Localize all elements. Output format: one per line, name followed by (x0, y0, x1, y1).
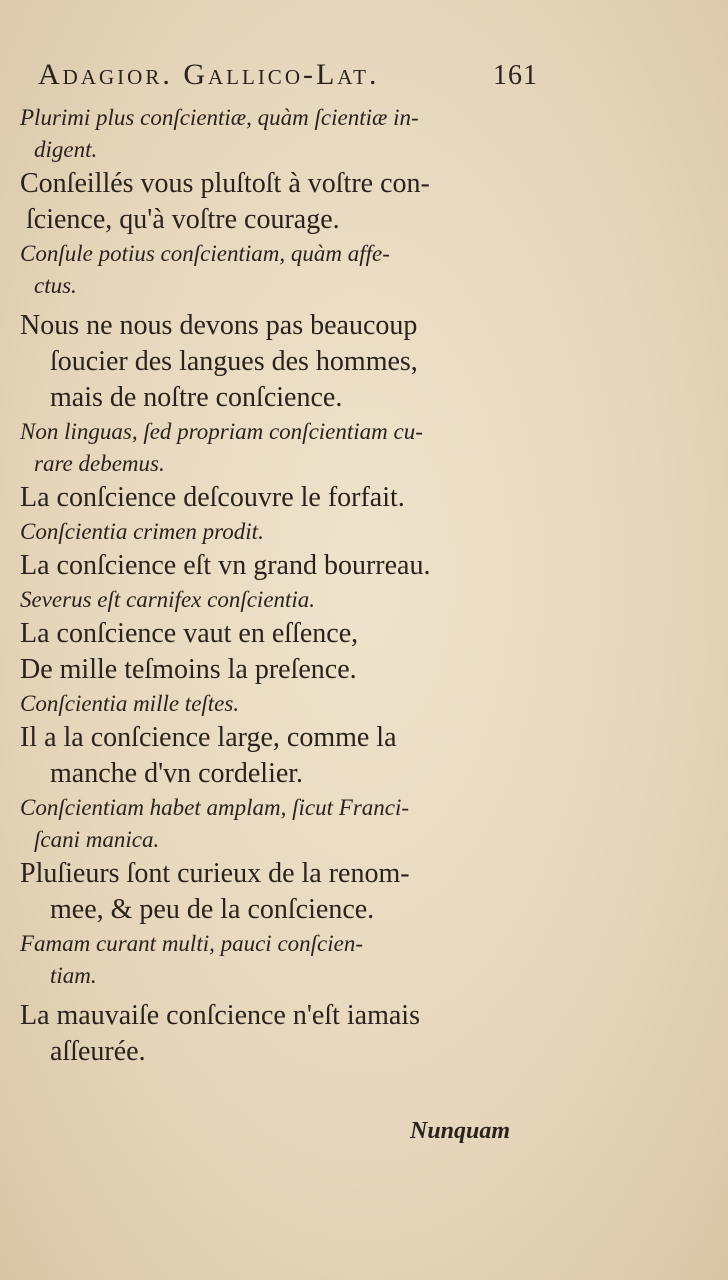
latin-line: Conſule potius conſcientiam, quàm affe- (20, 241, 390, 266)
latin-line: Conſcientia crimen prodit. (20, 519, 264, 544)
latin-line: rare debemus. (34, 451, 165, 476)
french-line: Il a la conſcience large, comme la (20, 722, 397, 753)
french-line: Conſeillés vous pluſtoſt à voſtre con- (20, 168, 430, 199)
french-line: ſcience, qu'à voſtre courage. (26, 204, 340, 235)
text-body (20, 102, 540, 1070)
page-number: 161 (493, 60, 538, 91)
french-line: mais de noſtre conſcience. (50, 382, 343, 413)
latin-line: Conſcientiam habet amplam, ſicut Franci- (20, 795, 410, 820)
latin-line: ſcani manica. (34, 827, 160, 852)
french-line: manche d'vn cordelier. (50, 758, 304, 789)
latin-line: Conſcientia mille teſtes. (20, 691, 240, 716)
latin-line: Famam curant multi, pauci conſcien- (20, 931, 364, 956)
french-line: La conſcience deſcouvre le forfait. (20, 482, 405, 513)
latin-line: tiam. (50, 963, 97, 988)
french-line: Nous ne nous devons pas beaucoup (20, 310, 418, 341)
latin-line: ctus. (34, 273, 77, 298)
french-line: La conſcience vaut en eſſence, (20, 618, 359, 649)
french-line: La mauvaiſe conſcience n'eſt iamais (20, 1000, 420, 1031)
french-line: La conſcience eſt vn grand bourreau. (20, 550, 431, 581)
latin-line: Non linguas, ſed propriam conſcientiam cu- (20, 419, 423, 444)
latin-line: Severus eſt carnifex conſcientia. (20, 587, 316, 612)
french-line: ſoucier des langues des hommes, (50, 346, 418, 377)
latin-line: Plurimi plus conſcientiæ, quàm ſcientiæ in- (20, 105, 419, 130)
header-title: Adagior. Gallico-Lat. (38, 58, 380, 91)
latin-line: digent. (34, 137, 98, 162)
french-line: mee, & peu de la conſcience. (50, 894, 375, 925)
running-header (38, 58, 538, 92)
french-line: Pluſieurs ſont curieux de la renom- (20, 858, 410, 889)
french-line: aſſeurée. (50, 1036, 146, 1067)
catchword: Nunquam (410, 1118, 511, 1144)
french-line: De mille teſmoins la preſence. (20, 654, 357, 685)
